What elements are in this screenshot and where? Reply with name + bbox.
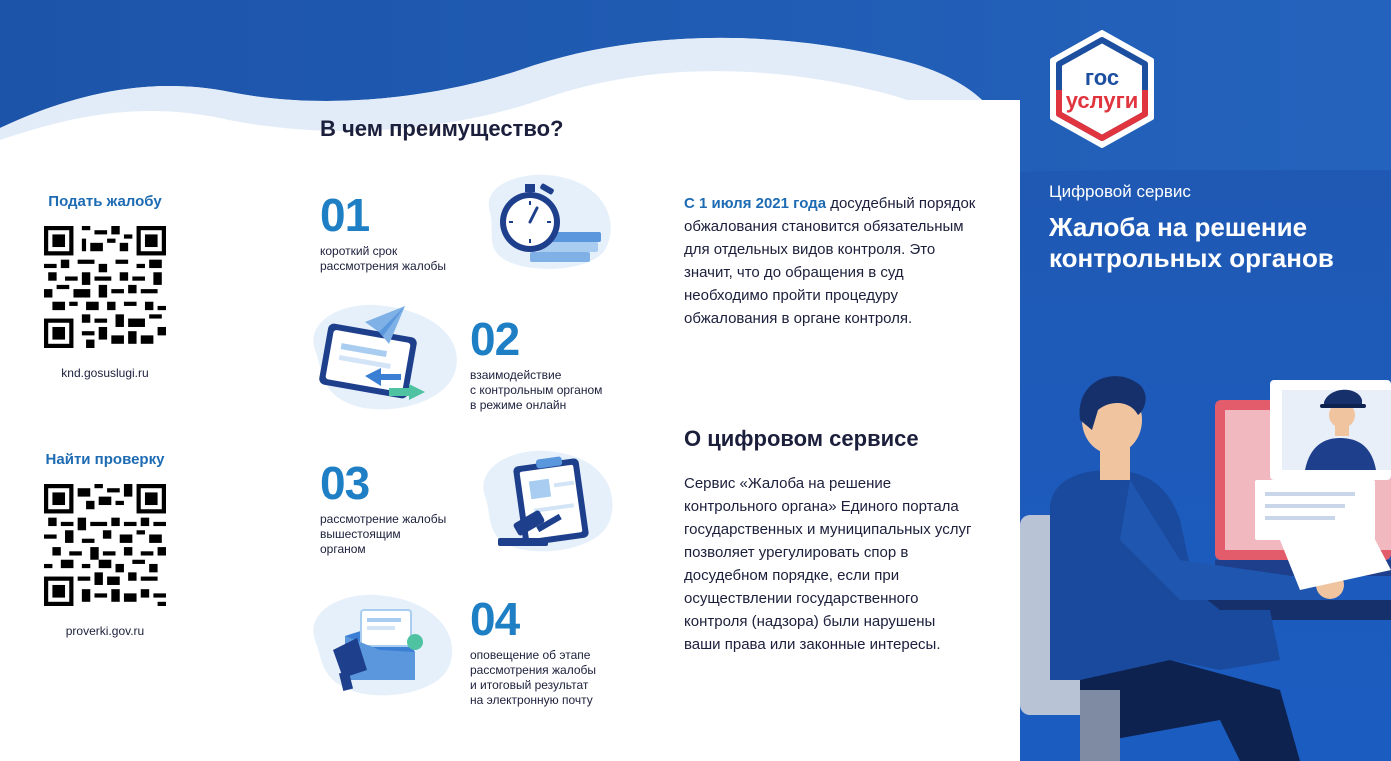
about-title: О цифровом сервисе (684, 426, 919, 451)
complaint-title: Подать жалобу (48, 193, 162, 210)
gavel-icon (470, 446, 620, 556)
intro-text: досудебный порядок обжалования становится обязательным для отдельных видов контроля. Это значит, что до обращения в суд необходимо пройти процедуру обжалования в органе контроля. (684, 195, 976, 327)
advantage-item-3 (320, 457, 480, 557)
advantage-item-4 (470, 593, 630, 708)
advantage-num-4: 04 (470, 593, 520, 645)
megaphone-icon (305, 590, 465, 700)
gosuslugi-logo[interactable] (1046, 30, 1158, 148)
advantages-heading: В чем преимущество? (320, 116, 564, 141)
advantage-item-2 (470, 313, 630, 413)
advantage-item-1 (320, 189, 480, 274)
advantage-num-2: 02 (470, 313, 520, 365)
svg-text:услуги: услуги (1065, 88, 1139, 113)
service-subtitle: Цифровой сервис (1049, 182, 1191, 201)
advantage-num-1: 01 (320, 189, 370, 241)
inspection-url[interactable]: proverki.gov.ru (65, 624, 145, 638)
advantage-num-3: 03 (320, 457, 370, 509)
advantage-text-1: короткий срок рассмотрения жалобы (320, 244, 447, 273)
qr-block-complaint (30, 193, 180, 380)
intro-date-highlight: С 1 июля 2021 года (684, 195, 827, 212)
advantage-text-3: рассмотрение жалобы вышестоящим органом (320, 512, 447, 556)
svg-text:гос: гос (1084, 65, 1120, 90)
tablet-icon (305, 300, 465, 415)
intro-paragraph (684, 192, 984, 330)
complaint-url[interactable]: knd.gosuslugi.ru (61, 366, 149, 380)
qr-code-complaint[interactable] (44, 226, 166, 348)
person-at-computer-illustration (1020, 360, 1391, 761)
about-text: Сервис «Жалоба на решение контрольного органа» Единого портала государственных и муниципальных услуг позволяет урегулировать спор в досудебном порядке, если при осуществлении государственного контроля (надзора) были нарушены ваши права или законные интересы. (684, 475, 972, 653)
service-title: Жалоба на решение контрольных органов (1049, 212, 1334, 273)
advantage-text-2: взаимодействие с контрольным органом в режиме онлайн (470, 368, 603, 412)
advantage-text-4: оповещение об этапе рассмотрения жалобы и итоговый результат на электронную почту (470, 648, 597, 707)
inspection-title: Найти проверку (45, 451, 165, 468)
stopwatch-icon (470, 172, 620, 272)
qr-block-inspection (30, 451, 180, 638)
qr-code-inspection[interactable] (44, 484, 166, 606)
